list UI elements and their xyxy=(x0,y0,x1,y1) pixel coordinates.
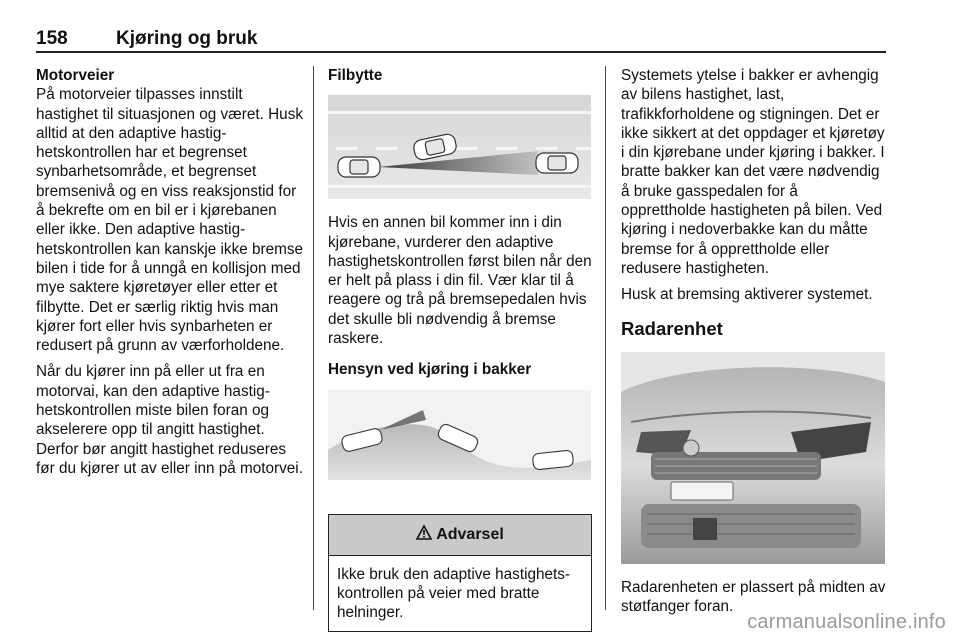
radar-unit-car-front-illustration xyxy=(621,352,885,564)
heading-bakker: Hensyn ved kjøring i bakker xyxy=(328,361,532,379)
paragraph-radarenhet: Radarenheten er plassert på midten av støtfanger foran. xyxy=(621,578,886,616)
heading-motorveier: Motorveier xyxy=(36,67,115,84)
header-rule xyxy=(36,51,886,53)
watermark: carmanualsonline.info xyxy=(747,611,946,633)
paragraph-bremsing: Husk at bremsing aktiverer systemet. xyxy=(621,286,873,304)
hill-driving-illustration xyxy=(328,390,591,480)
column-2 xyxy=(328,66,592,632)
paragraph-motorveier-1: På motorveier tilpasses innstilt hastighet til situasjonen og været. Husk alltid at den adaptive hastighetskontrollen har et begrenset synbarhetsområde, et begrenset bremsenivå og en viss reaksjonstid for å bekrefte om en bil er i kjørebanen eller ikke. Den adaptive hastighetskontrollen kan kanskje ikke bremse bilen i tide for å unngå en kollisjon med mye saktere kjøretøyer eller etter et filbytte. Det er særlig riktig hvis man kjører fort eller hvis synbarheten er redusert på grunn av værforholdene. xyxy=(36,86,303,355)
warning-body: Ikke bruk den adaptive hastighetskontrollen på veier med bratte helninger. xyxy=(337,565,571,622)
warning-header xyxy=(329,515,591,556)
warning-box xyxy=(328,514,592,632)
lane-change-illustration xyxy=(328,95,591,199)
paragraph-filbytte: Hvis en annen bil kommer inn i din kjørebane, vurderer den adaptive hastighetskontrollen først bilen når den er helt på plass i din fil. Vær klar til å reagere og trå på bremsepedalen hvis det skulle bli nødvendig å bremse raskere. xyxy=(328,214,592,348)
column-3 xyxy=(621,66,887,623)
column-divider-1 xyxy=(313,66,314,610)
paragraph-bakker: Systemets ytelse i bakker er avhengig av bilens hastighet, last, trafikkforholdene og stigningen. Det er ikke sikkert at det oppdager et kjøretøy i din kjørebane under kjøring i bakker. I bratte bakker kan det være nødvendig å bruke gasspedalen for å opprettholde hastigheten på bilen. Ved kjøring i nedoverbakke kan du måtte bremse for å opprettholde eller redusere hastigheten. xyxy=(621,67,885,277)
chapter-title: Kjøring og bruk xyxy=(116,28,258,49)
warning-title: Advarsel xyxy=(436,526,504,544)
page-header xyxy=(36,28,886,52)
column-1 xyxy=(36,66,304,485)
heading-filbytte: Filbytte xyxy=(328,67,383,84)
page-number: 158 xyxy=(36,28,68,49)
column-divider-2 xyxy=(605,66,606,610)
section-title-radarenhet: Radarenhet xyxy=(621,317,723,339)
warning-triangle-icon xyxy=(416,525,432,545)
paragraph-motorveier-2: Når du kjører inn på eller ut fra en motorvai, kan den adaptive hastighetskontrollen miste bilen foran og akselerere opp til angitt hastighet. Derfor bør angitt hastighet reduseres før du kjører ut av eller inn på motorvei. xyxy=(36,363,303,477)
